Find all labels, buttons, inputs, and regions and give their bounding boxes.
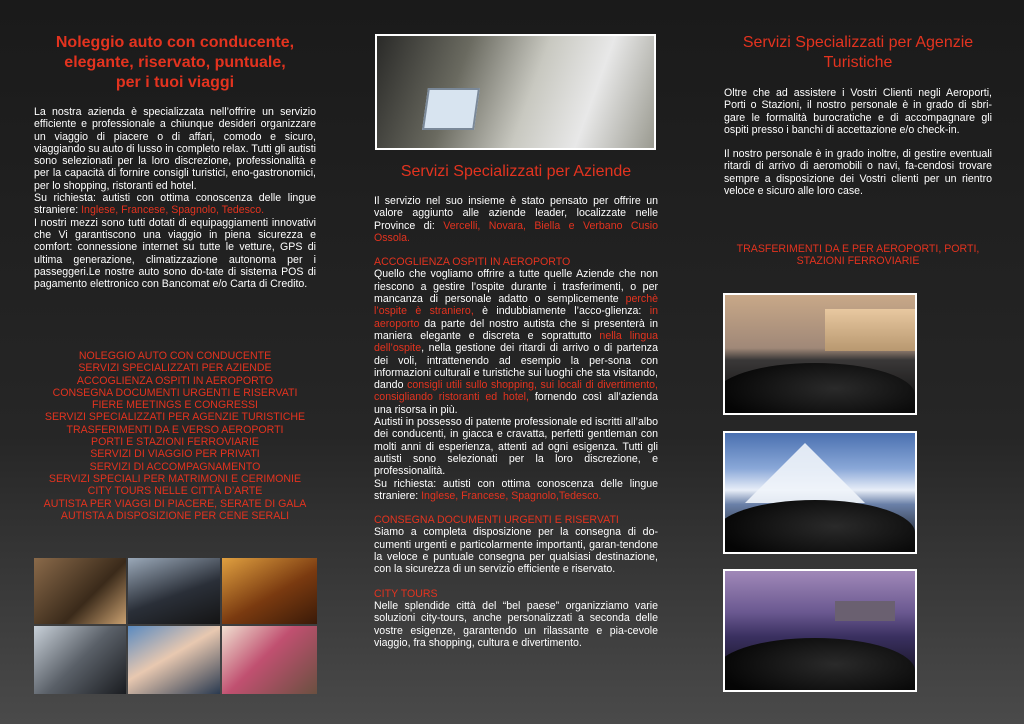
service-item: SERVIZI SPECIALIZZATI PER AZIENDE <box>78 362 272 375</box>
service-item: AUTISTA PER VIAGGI DI PIACERE, SERATE DI GALA <box>43 497 307 510</box>
car-mountains-photo <box>723 431 917 554</box>
service-item: PORTI E STAZIONI FERROVIARIE <box>91 436 259 449</box>
jet-interior-photo <box>34 558 126 624</box>
middle-body <box>374 195 658 649</box>
agenzie-paragraph-2: Il nostro personale è in grado inoltre, di gestire eventuali ritardi di arrivo di aeromobili o navi, fa-cendosi trovare sempre a disposizione dei Vostri clienti per un rientro veloce e sicuro alle loro case. <box>724 148 992 198</box>
service-item: CITY TOURS NELLE CITTÀ D’ARTE <box>87 485 263 498</box>
businessman-laptop-photo <box>375 34 656 150</box>
agenzie-paragraph-1: Oltre che ad assistere i Vostri Clienti negli Aeroporti, Porti o Stazioni, il nostro personale è in grado di sbri-gare le formalità burocratiche e di accompagnare gli ospiti presso i banchi di accettazione e/o check-in. <box>724 87 992 136</box>
service-item: TRASFERIMENTI DA E VERSO AEROPORTI <box>66 423 284 436</box>
consegna-title: CONSEGNA DOCUMENTI URGENTI E RISERVATI <box>374 514 619 527</box>
service-item: SERVIZI SPECIALI PER MATRIMONI E CERIMONIE <box>48 472 302 485</box>
acc-highlight-4: consigli utili sullo shopping, sui locali di divertimento, consigliando ristoranti ed hotel, <box>374 379 658 404</box>
photo-collage <box>34 558 317 694</box>
intro-paragraph: La nostra azienda è specializzata nell’offrire un servizio efficiente e professionale a chiunque desideri organizzare un viaggio di piacere o di affari, comodo e sicuro, viaggiando su auto di lusso in completo relax. Tutti gli autisti sono selezionati per la loro discrezione, professionalità e per la capacità di fornire consigli turistici, eno-gastronomici, per lo shopping, ristoranti ed hotel. <box>34 106 316 192</box>
car-hood <box>723 363 915 415</box>
acc-highlight-2: in aeroporto <box>374 305 658 330</box>
services-list <box>34 350 316 522</box>
languages-paragraph <box>34 192 316 217</box>
car-palace-photo <box>723 293 917 415</box>
service-item: ACCOGLIENZA OSPITI IN AEROPORTO <box>76 374 274 387</box>
laptop-screen <box>422 88 480 130</box>
palace-building <box>825 309 915 351</box>
car-lake-photo <box>723 569 917 692</box>
service-item: FIERE MEETINGS E CONGRESSI <box>92 399 258 412</box>
autisti-paragraph: Autisti in possesso di patente professionale ed iscritti all’albo dei conducenti, in giacca e cravatta, perfetti gentleman con molti anni di esperienza, attenti ad ogni esigenza. Tutti gli autisti sono selezionati per la loro discrezione, e professionalità. <box>374 416 658 478</box>
left-title-line-2: elegante, riservato, puntuale, <box>64 54 286 71</box>
city-tours-title: CITY TOURS <box>374 587 438 600</box>
acc-text-c: da parte del nostro autista che si presenterà in maniera elegante e discreta e soprattutto <box>374 317 658 342</box>
agenzie-title-line-2: Turistiche <box>823 54 893 71</box>
transfer-line-1: TRASFERIMENTI DA E PER AEROPORTI, PORTI, <box>736 243 980 255</box>
businessman-phone-photo <box>34 626 126 694</box>
car-hood <box>723 500 915 554</box>
service-item: SERVIZI SPECIALIZZATI PER AGENZIE TURISTICHE <box>44 411 306 424</box>
languages-prefix: Su richiesta: autisti con ottima conoscenza delle lingue straniere: <box>34 192 316 217</box>
service-item: SERVIZI DI ACCOMPAGNAMENTO <box>89 460 261 473</box>
left-title-line-1: Noleggio auto con conducente, <box>55 34 295 51</box>
languages-list: Inglese, Francese, Spagnolo, Tedesco. <box>81 204 265 217</box>
service-item: AUTISTA A DISPOSIZIONE PER CENE SERALI <box>60 509 290 522</box>
acc-text-e: fornendo così all’azienda una risorsa in più. <box>374 391 658 416</box>
transfer-line-2: STAZIONI FERROVIARIE <box>796 255 920 268</box>
acc-text-d: , nella gestione dei ritardi di arrivo o di partenza dei voli, intrattenendo ad esempio la per-sona con informazioni culturali e turistiche sui luoghi che sta visitando, dando <box>374 342 658 392</box>
languages-paragraph-2 <box>374 478 658 503</box>
chauffeur-car-photo <box>128 558 220 624</box>
service-item: CONSEGNA DOCUMENTI URGENTI E RISERVATI <box>52 386 298 399</box>
car-hood <box>723 638 915 692</box>
acc-text-a: Quello che vogliamo offrire a tutte quelle Aziende che non riescono a gestire l’ospite durante i trasferimenti, o per mancanza di personale adatto o semplicemente <box>374 268 658 306</box>
consegna-paragraph: Siamo a completa disposizione per la consegna di do-cumenti urgenti e particolarmente importanti, garan-tendone la veloce e puntuale consegna per qualsiasi destinazione, con la sicurezza di un servizio efficiente e riservato. <box>374 526 658 576</box>
city-tours-paragraph: Nelle splendide città del “bel paese” organizziamo varie soluzioni city-tours, anche personalizzati a seconda delle vostre esigenze, garantendo un rilassante e pia-cevole viaggio, fra shopping, cultura e divertimento. <box>374 599 658 649</box>
languages-list-2: Inglese, Francese, Spagnolo,Tedesco. <box>421 489 602 502</box>
shopping-photo <box>222 626 317 694</box>
acc-text-b: è indubbiamente l’acco-glienza: <box>473 305 650 318</box>
aziende-title: Servizi Specializzati per Aziende <box>400 163 632 180</box>
equipment-paragraph: I nostri mezzi sono tutti dotati di equipaggiamenti innovativi che Vi garantiscono una viaggio in piena sicurezza e comfort: connessione internet su tutte le vetture, GPS di ultima generazione, climatizzazione autonoma per i passeggeri.Le nostre auto sono do-tate di sistema POS di pagamento elettronico con Bancomat e/o Carta di Credito. <box>34 216 316 291</box>
left-title-line-3: per i tuoi viaggi <box>115 74 235 91</box>
service-item: NOLEGGIO AUTO CON CONDUCENTE <box>78 350 272 362</box>
right-body <box>724 87 992 197</box>
dinner-event-photo <box>222 558 317 624</box>
accoglienza-title: ACCOGLIENZA OSPITI IN AEROPORTO <box>374 256 571 269</box>
mountain-peak <box>745 443 865 503</box>
transfer-heading <box>724 243 992 268</box>
languages-prefix-2: Su richiesta: autisti con ottima conoscenza delle lingue straniere: <box>374 477 658 502</box>
acc-highlight-1: perchè l’ospite è straniero, <box>374 293 658 318</box>
service-item: SERVIZI DI VIAGGIO PER PRIVATI <box>90 448 260 461</box>
bride-car-photo <box>128 626 220 694</box>
provinces-list: Vercelli, Novara, Biella e Verbano Cusio Ossola. <box>374 219 658 244</box>
aziende-intro <box>374 195 658 244</box>
accoglienza-paragraph <box>374 268 658 416</box>
left-body <box>34 106 316 290</box>
island-silhouette <box>835 601 895 621</box>
left-title <box>34 33 316 93</box>
acc-highlight-3: nella lingua dell’ospite <box>374 329 659 355</box>
agenzie-title <box>724 33 992 73</box>
agenzie-title-line-1: Servizi Specializzati per Agenzie <box>742 34 974 51</box>
aziende-intro-text: Il servizio nel suo insieme è stato pensato per offrire un valore aggiunto alle aziende leader, localizzate nelle Province di: <box>374 195 658 232</box>
